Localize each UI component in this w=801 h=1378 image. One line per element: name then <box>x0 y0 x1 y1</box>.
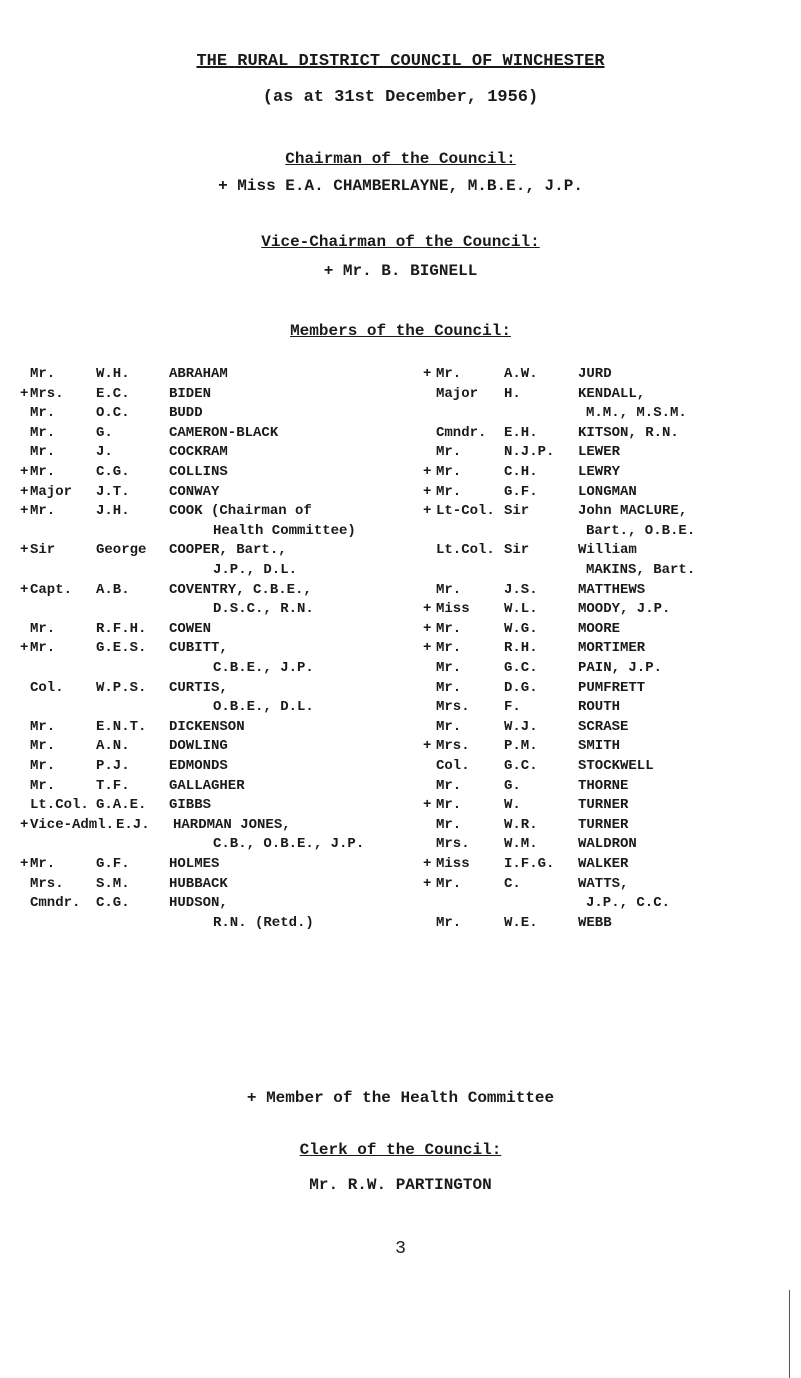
member-title: Mrs. <box>30 385 64 402</box>
member-title: Mrs. <box>436 836 470 853</box>
member-initials: C. <box>504 875 521 892</box>
member-name: ABRAHAM <box>169 366 228 382</box>
member-title: Mr. <box>30 464 56 480</box>
member-initials: A.W. <box>504 366 538 382</box>
member-initials: P.M. <box>504 738 538 755</box>
member-initials: C.G. <box>96 895 130 912</box>
member-title: Vice-Adml. <box>30 816 115 833</box>
member-name: PUMFRETT <box>578 679 646 696</box>
member-name: WEBB <box>578 914 612 931</box>
member-title: Mr. <box>436 483 462 500</box>
health-committee-mark: + <box>423 738 432 755</box>
member-initials: E.J. <box>116 816 150 833</box>
health-committee-mark: + <box>20 464 29 480</box>
member-name: HUBBACK <box>169 875 228 892</box>
member-name: William <box>578 542 637 559</box>
member-title: Mr. <box>30 405 56 422</box>
member-name: WATTS, <box>578 875 629 892</box>
clerk-heading: Clerk of the Council: <box>299 1141 502 1159</box>
member-title: Mr. <box>30 366 56 382</box>
health-committee-mark: + <box>20 581 29 598</box>
member-name: MOORE <box>578 620 621 637</box>
member-initials: W.E. <box>504 914 538 931</box>
member-initials: G.E.S. <box>96 640 147 657</box>
document-title: THE RURAL DISTRICT COUNCIL OF WINCHESTER <box>196 52 605 71</box>
member-name: COWEN <box>169 620 212 637</box>
member-initials: J.H. <box>96 503 130 520</box>
member-initials: J.S. <box>504 581 538 598</box>
member-initials: W.L. <box>504 601 538 618</box>
member-name: MORTIMER <box>578 640 646 657</box>
member-name: GALLAGHER <box>169 777 245 794</box>
member-name: COVENTRY, C.B.E., <box>169 581 312 598</box>
member-name: LEWRY <box>578 464 621 480</box>
member-name-continuation: J.P., D.L. <box>213 562 298 578</box>
member-name-continuation: O.B.E., D.L. <box>213 699 314 716</box>
member-initials: W.P.S. <box>96 679 147 696</box>
member-initials: G. <box>96 424 113 441</box>
member-title: Sir <box>30 542 56 559</box>
member-initials: J. <box>96 444 113 461</box>
member-name-continuation: Bart., O.B.E. <box>586 522 696 539</box>
member-initials: C.H. <box>504 464 538 480</box>
member-name: WALKER <box>578 856 629 872</box>
health-committee-mark: + <box>423 797 432 814</box>
member-initials: A.B. <box>96 581 130 598</box>
member-title: Mr. <box>30 620 56 637</box>
member-name-continuation: D.S.C., R.N. <box>213 601 314 618</box>
member-name-continuation: MAKINS, Bart. <box>586 562 696 578</box>
member-name: TURNER <box>578 797 629 814</box>
member-initials: G.F. <box>96 856 130 872</box>
member-name: ROUTH <box>578 699 621 716</box>
member-name: PAIN, J.P. <box>578 660 663 676</box>
member-initials: W.R. <box>504 816 538 833</box>
member-name: LONGMAN <box>578 483 637 500</box>
member-initials: I.F.G. <box>504 856 555 872</box>
member-title: Mr. <box>436 914 462 931</box>
member-name: COOK (Chairman of <box>169 503 312 520</box>
member-title: Miss <box>436 856 470 872</box>
member-name: COCKRAM <box>169 444 228 461</box>
vice-chairman-heading: Vice-Chairman of the Council: <box>261 233 540 251</box>
member-title: Lt-Col. <box>436 503 495 520</box>
health-committee-mark: + <box>20 503 29 520</box>
member-title: Miss <box>436 601 470 618</box>
member-initials: H. <box>504 385 521 402</box>
member-name: COLLINS <box>169 464 228 480</box>
member-initials: E.N.T. <box>96 718 147 735</box>
member-initials: G.A.E. <box>96 797 147 814</box>
health-committee-mark: + <box>20 542 29 559</box>
member-name: HUDSON, <box>169 895 228 912</box>
health-committee-mark: + <box>423 875 432 892</box>
health-committee-mark: + <box>20 816 29 833</box>
member-name: CAMERON-BLACK <box>169 424 279 441</box>
member-initials: E.H. <box>504 424 538 441</box>
member-initials: J.T. <box>96 483 130 500</box>
member-initials: C.G. <box>96 464 130 480</box>
member-initials: W.M. <box>504 836 538 853</box>
member-name: SCRASE <box>578 718 629 735</box>
members-heading: Members of the Council: <box>290 322 511 340</box>
member-name: JURD <box>578 366 612 382</box>
member-initials: G. <box>504 777 521 794</box>
member-name: TURNER <box>578 816 629 833</box>
member-title: Mr. <box>436 816 462 833</box>
member-initials: W.G. <box>504 620 538 637</box>
member-title: Lt.Col. <box>436 542 495 559</box>
member-name: WALDRON <box>578 836 637 853</box>
member-name-continuation: M.M., M.S.M. <box>586 405 687 422</box>
member-name: BUDD <box>169 405 203 422</box>
page-number: 3 <box>395 1239 406 1259</box>
health-committee-footnote: + Member of the Health Committee <box>246 1089 555 1107</box>
member-title: Mr. <box>30 640 56 657</box>
member-title: Mrs. <box>436 699 470 716</box>
member-initials: George <box>96 542 147 559</box>
member-name-continuation: C.B.E., J.P. <box>213 660 314 676</box>
scan-edge-line <box>789 1290 790 1378</box>
member-title: Mr. <box>436 620 462 637</box>
member-initials: O.C. <box>96 405 130 422</box>
member-initials: N.J.P. <box>504 444 555 461</box>
chairman-heading: Chairman of the Council: <box>285 150 516 168</box>
member-title: Capt. <box>30 581 73 598</box>
member-name: KENDALL, <box>578 385 646 402</box>
health-committee-mark: + <box>20 483 29 500</box>
member-title: Mr. <box>30 503 56 520</box>
member-initials: P.J. <box>96 758 130 774</box>
health-committee-mark: + <box>423 856 432 872</box>
member-initials: T.F. <box>96 777 130 794</box>
member-name-continuation: J.P., C.C. <box>586 895 671 912</box>
member-title: Mr. <box>436 640 462 657</box>
member-name: STOCKWELL <box>578 758 654 774</box>
member-name: CURTIS, <box>169 679 228 696</box>
member-title: Mr. <box>436 718 462 735</box>
health-committee-mark: + <box>20 640 29 657</box>
member-name: HARDMAN JONES, <box>173 816 291 833</box>
member-title: Mr. <box>436 875 462 892</box>
health-committee-mark: + <box>423 601 432 618</box>
member-initials: A.N. <box>96 738 130 755</box>
member-title: Major <box>436 385 479 402</box>
member-name: MATTHEWS <box>578 581 646 598</box>
member-name: GIBBS <box>169 797 212 814</box>
member-title: Mr. <box>30 444 56 461</box>
member-initials: F. <box>504 699 521 716</box>
member-title: Cmndr. <box>30 895 81 912</box>
member-initials: G.C. <box>504 660 538 676</box>
member-name: THORNE <box>578 777 629 794</box>
member-name: LEWER <box>578 444 621 461</box>
member-title: Mr. <box>436 581 462 598</box>
member-name: DOWLING <box>169 738 228 755</box>
health-committee-mark: + <box>423 483 432 500</box>
health-committee-mark: + <box>423 503 432 520</box>
member-initials: Sir <box>504 542 530 559</box>
member-title: Mr. <box>30 758 56 774</box>
member-initials: G.F. <box>504 483 538 500</box>
member-name: MOODY, J.P. <box>578 601 671 618</box>
member-title: Mr. <box>30 424 56 441</box>
member-title: Mr. <box>436 797 462 814</box>
member-name: CONWAY <box>169 483 220 500</box>
member-title: Mr. <box>436 366 462 382</box>
member-initials: W. <box>504 797 521 814</box>
member-name: KITSON, R.N. <box>578 424 679 441</box>
member-initials: W.H. <box>96 366 130 382</box>
member-initials: R.F.H. <box>96 620 147 637</box>
vice-chairman-name: + Mr. B. BIGNELL <box>323 262 478 280</box>
chairman-name: + Miss E.A. CHAMBERLAYNE, M.B.E., J.P. <box>218 177 583 195</box>
member-initials: Sir <box>504 503 530 520</box>
member-title: Mr. <box>30 777 56 794</box>
health-committee-mark: + <box>20 856 29 872</box>
member-title: Mr. <box>436 444 462 461</box>
member-name: DICKENSON <box>169 718 245 735</box>
member-title: Mr. <box>436 660 462 676</box>
member-name-continuation: C.B., O.B.E., J.P. <box>213 836 365 853</box>
member-name: BIDEN <box>169 385 212 402</box>
health-committee-mark: + <box>423 620 432 637</box>
member-name: EDMONDS <box>169 758 228 774</box>
member-name: COOPER, Bart., <box>169 542 287 559</box>
member-title: Col. <box>436 758 470 774</box>
member-initials: D.G. <box>504 679 538 696</box>
member-title: Mr. <box>436 464 462 480</box>
member-title: Mrs. <box>30 875 64 892</box>
member-title: Cmndr. <box>436 424 487 441</box>
member-initials: W.J. <box>504 718 538 735</box>
health-committee-mark: + <box>423 366 432 382</box>
member-name: HOLMES <box>169 856 220 872</box>
health-committee-mark: + <box>20 385 29 402</box>
member-title: Mrs. <box>436 738 470 755</box>
member-title: Mr. <box>30 718 56 735</box>
member-initials: E.C. <box>96 385 130 402</box>
health-committee-mark: + <box>423 464 432 480</box>
member-title: Mr. <box>436 679 462 696</box>
member-title: Mr. <box>30 856 56 872</box>
document-subtitle: (as at 31st December, 1956) <box>262 88 539 107</box>
member-name-continuation: R.N. (Retd.) <box>213 914 314 931</box>
member-name: CUBITT, <box>169 640 228 657</box>
member-title: Major <box>30 483 73 500</box>
member-initials: S.M. <box>96 875 130 892</box>
member-title: Mr. <box>436 777 462 794</box>
member-name-continuation: Health Committee) <box>213 522 356 539</box>
member-title: Mr. <box>30 738 56 755</box>
member-title: Col. <box>30 679 64 696</box>
member-name: John MACLURE, <box>578 503 688 520</box>
member-name: SMITH <box>578 738 621 755</box>
member-initials: G.C. <box>504 758 538 774</box>
health-committee-mark: + <box>423 640 432 657</box>
member-title: Lt.Col. <box>30 797 89 814</box>
clerk-name: Mr. R.W. PARTINGTON <box>309 1176 492 1194</box>
member-initials: R.H. <box>504 640 538 657</box>
